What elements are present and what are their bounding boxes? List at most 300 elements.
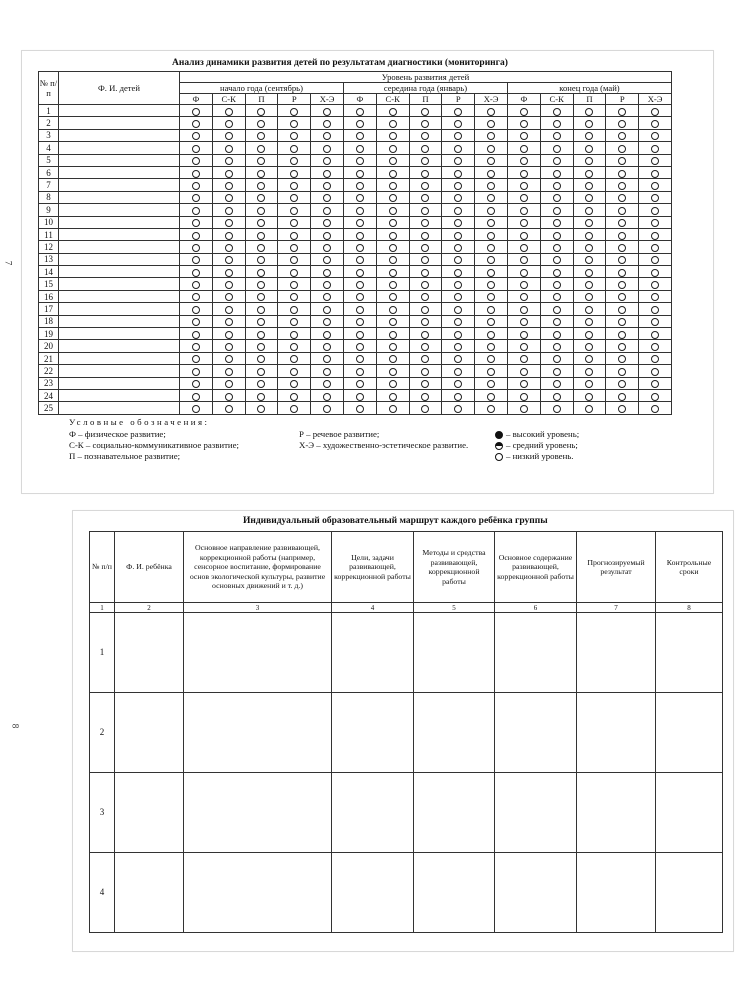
level-cell[interactable] xyxy=(606,142,639,154)
level-cell[interactable] xyxy=(212,352,245,364)
level-cell[interactable] xyxy=(639,166,672,178)
level-cell[interactable] xyxy=(573,216,606,228)
level-cell[interactable] xyxy=(507,303,540,315)
level-cell[interactable] xyxy=(409,166,442,178)
level-cell[interactable] xyxy=(278,191,311,203)
level-cell[interactable] xyxy=(442,191,475,203)
level-cell[interactable] xyxy=(507,278,540,290)
level-cell[interactable] xyxy=(475,117,508,129)
level-cell[interactable] xyxy=(376,278,409,290)
level-cell[interactable] xyxy=(311,117,344,129)
child-name-cell[interactable] xyxy=(59,191,180,203)
level-cell[interactable] xyxy=(442,290,475,302)
level-cell[interactable] xyxy=(475,166,508,178)
level-cell[interactable] xyxy=(278,303,311,315)
level-cell[interactable] xyxy=(311,303,344,315)
level-cell[interactable] xyxy=(180,117,213,129)
level-cell[interactable] xyxy=(180,241,213,253)
level-cell[interactable] xyxy=(376,191,409,203)
entry-cell[interactable] xyxy=(656,853,723,933)
level-cell[interactable] xyxy=(573,303,606,315)
level-cell[interactable] xyxy=(376,315,409,327)
entry-cell[interactable] xyxy=(495,613,577,693)
entry-cell[interactable] xyxy=(577,693,656,773)
level-cell[interactable] xyxy=(507,216,540,228)
child-name-cell[interactable] xyxy=(59,204,180,216)
level-cell[interactable] xyxy=(639,278,672,290)
level-cell[interactable] xyxy=(245,266,278,278)
level-cell[interactable] xyxy=(278,241,311,253)
entry-cell[interactable] xyxy=(414,693,495,773)
level-cell[interactable] xyxy=(442,228,475,240)
level-cell[interactable] xyxy=(278,216,311,228)
level-cell[interactable] xyxy=(540,228,573,240)
level-cell[interactable] xyxy=(442,315,475,327)
entry-cell[interactable] xyxy=(656,773,723,853)
level-cell[interactable] xyxy=(606,278,639,290)
level-cell[interactable] xyxy=(639,303,672,315)
level-cell[interactable] xyxy=(245,290,278,302)
entry-cell[interactable] xyxy=(115,613,184,693)
level-cell[interactable] xyxy=(212,303,245,315)
level-cell[interactable] xyxy=(507,228,540,240)
level-cell[interactable] xyxy=(507,402,540,414)
level-cell[interactable] xyxy=(573,377,606,389)
level-cell[interactable] xyxy=(409,377,442,389)
level-cell[interactable] xyxy=(343,303,376,315)
level-cell[interactable] xyxy=(409,129,442,141)
level-cell[interactable] xyxy=(180,266,213,278)
level-cell[interactable] xyxy=(573,278,606,290)
entry-cell[interactable] xyxy=(184,773,332,853)
level-cell[interactable] xyxy=(540,328,573,340)
level-cell[interactable] xyxy=(376,377,409,389)
level-cell[interactable] xyxy=(540,290,573,302)
level-cell[interactable] xyxy=(573,154,606,166)
level-cell[interactable] xyxy=(311,278,344,290)
level-cell[interactable] xyxy=(278,204,311,216)
level-cell[interactable] xyxy=(475,266,508,278)
level-cell[interactable] xyxy=(442,389,475,401)
entry-cell[interactable] xyxy=(184,693,332,773)
level-cell[interactable] xyxy=(311,142,344,154)
level-cell[interactable] xyxy=(409,315,442,327)
level-cell[interactable] xyxy=(311,241,344,253)
entry-cell[interactable] xyxy=(414,613,495,693)
child-name-cell[interactable] xyxy=(59,365,180,377)
level-cell[interactable] xyxy=(180,228,213,240)
level-cell[interactable] xyxy=(278,117,311,129)
level-cell[interactable] xyxy=(639,241,672,253)
entry-cell[interactable] xyxy=(115,853,184,933)
level-cell[interactable] xyxy=(212,290,245,302)
level-cell[interactable] xyxy=(475,142,508,154)
level-cell[interactable] xyxy=(573,266,606,278)
entry-cell[interactable] xyxy=(115,773,184,853)
level-cell[interactable] xyxy=(311,154,344,166)
level-cell[interactable] xyxy=(442,154,475,166)
level-cell[interactable] xyxy=(245,402,278,414)
level-cell[interactable] xyxy=(507,253,540,265)
level-cell[interactable] xyxy=(573,315,606,327)
level-cell[interactable] xyxy=(573,191,606,203)
level-cell[interactable] xyxy=(475,402,508,414)
level-cell[interactable] xyxy=(606,377,639,389)
level-cell[interactable] xyxy=(442,278,475,290)
entry-cell[interactable] xyxy=(577,613,656,693)
child-name-cell[interactable] xyxy=(59,129,180,141)
level-cell[interactable] xyxy=(639,389,672,401)
level-cell[interactable] xyxy=(639,365,672,377)
level-cell[interactable] xyxy=(409,389,442,401)
level-cell[interactable] xyxy=(573,228,606,240)
level-cell[interactable] xyxy=(475,179,508,191)
level-cell[interactable] xyxy=(278,166,311,178)
level-cell[interactable] xyxy=(245,117,278,129)
level-cell[interactable] xyxy=(475,340,508,352)
level-cell[interactable] xyxy=(606,129,639,141)
level-cell[interactable] xyxy=(343,352,376,364)
level-cell[interactable] xyxy=(212,216,245,228)
level-cell[interactable] xyxy=(606,105,639,117)
level-cell[interactable] xyxy=(278,228,311,240)
child-name-cell[interactable] xyxy=(59,290,180,302)
level-cell[interactable] xyxy=(475,253,508,265)
child-name-cell[interactable] xyxy=(59,228,180,240)
level-cell[interactable] xyxy=(311,253,344,265)
level-cell[interactable] xyxy=(311,216,344,228)
entry-cell[interactable] xyxy=(414,773,495,853)
level-cell[interactable] xyxy=(540,117,573,129)
level-cell[interactable] xyxy=(475,389,508,401)
level-cell[interactable] xyxy=(475,315,508,327)
level-cell[interactable] xyxy=(442,166,475,178)
level-cell[interactable] xyxy=(212,142,245,154)
level-cell[interactable] xyxy=(343,204,376,216)
level-cell[interactable] xyxy=(409,340,442,352)
level-cell[interactable] xyxy=(376,389,409,401)
level-cell[interactable] xyxy=(442,241,475,253)
level-cell[interactable] xyxy=(245,142,278,154)
level-cell[interactable] xyxy=(180,290,213,302)
child-name-cell[interactable] xyxy=(59,278,180,290)
level-cell[interactable] xyxy=(507,352,540,364)
child-name-cell[interactable] xyxy=(59,241,180,253)
level-cell[interactable] xyxy=(540,389,573,401)
level-cell[interactable] xyxy=(278,365,311,377)
level-cell[interactable] xyxy=(245,241,278,253)
child-name-cell[interactable] xyxy=(59,389,180,401)
level-cell[interactable] xyxy=(180,166,213,178)
level-cell[interactable] xyxy=(442,340,475,352)
level-cell[interactable] xyxy=(180,365,213,377)
level-cell[interactable] xyxy=(343,129,376,141)
entry-cell[interactable] xyxy=(577,853,656,933)
entry-cell[interactable] xyxy=(495,853,577,933)
level-cell[interactable] xyxy=(639,179,672,191)
level-cell[interactable] xyxy=(475,154,508,166)
level-cell[interactable] xyxy=(639,402,672,414)
entry-cell[interactable] xyxy=(495,693,577,773)
level-cell[interactable] xyxy=(442,129,475,141)
level-cell[interactable] xyxy=(507,328,540,340)
level-cell[interactable] xyxy=(343,402,376,414)
level-cell[interactable] xyxy=(507,191,540,203)
level-cell[interactable] xyxy=(540,216,573,228)
level-cell[interactable] xyxy=(409,352,442,364)
level-cell[interactable] xyxy=(639,328,672,340)
level-cell[interactable] xyxy=(639,154,672,166)
level-cell[interactable] xyxy=(212,204,245,216)
level-cell[interactable] xyxy=(606,266,639,278)
level-cell[interactable] xyxy=(212,328,245,340)
child-name-cell[interactable] xyxy=(59,352,180,364)
level-cell[interactable] xyxy=(639,142,672,154)
level-cell[interactable] xyxy=(245,204,278,216)
level-cell[interactable] xyxy=(540,315,573,327)
level-cell[interactable] xyxy=(475,278,508,290)
level-cell[interactable] xyxy=(639,228,672,240)
level-cell[interactable] xyxy=(540,105,573,117)
level-cell[interactable] xyxy=(212,365,245,377)
level-cell[interactable] xyxy=(606,228,639,240)
level-cell[interactable] xyxy=(442,352,475,364)
level-cell[interactable] xyxy=(507,340,540,352)
level-cell[interactable] xyxy=(343,228,376,240)
level-cell[interactable] xyxy=(573,117,606,129)
level-cell[interactable] xyxy=(212,129,245,141)
level-cell[interactable] xyxy=(245,328,278,340)
level-cell[interactable] xyxy=(343,315,376,327)
level-cell[interactable] xyxy=(212,315,245,327)
level-cell[interactable] xyxy=(343,365,376,377)
level-cell[interactable] xyxy=(212,377,245,389)
level-cell[interactable] xyxy=(442,402,475,414)
level-cell[interactable] xyxy=(245,365,278,377)
level-cell[interactable] xyxy=(442,142,475,154)
level-cell[interactable] xyxy=(311,191,344,203)
level-cell[interactable] xyxy=(212,179,245,191)
level-cell[interactable] xyxy=(343,241,376,253)
level-cell[interactable] xyxy=(409,117,442,129)
level-cell[interactable] xyxy=(343,179,376,191)
child-name-cell[interactable] xyxy=(59,105,180,117)
level-cell[interactable] xyxy=(343,253,376,265)
entry-cell[interactable] xyxy=(656,613,723,693)
level-cell[interactable] xyxy=(409,191,442,203)
level-cell[interactable] xyxy=(376,204,409,216)
child-name-cell[interactable] xyxy=(59,179,180,191)
level-cell[interactable] xyxy=(180,352,213,364)
level-cell[interactable] xyxy=(442,253,475,265)
level-cell[interactable] xyxy=(540,278,573,290)
level-cell[interactable] xyxy=(245,303,278,315)
entry-cell[interactable] xyxy=(656,693,723,773)
level-cell[interactable] xyxy=(442,204,475,216)
level-cell[interactable] xyxy=(245,105,278,117)
level-cell[interactable] xyxy=(606,402,639,414)
level-cell[interactable] xyxy=(278,129,311,141)
level-cell[interactable] xyxy=(606,352,639,364)
level-cell[interactable] xyxy=(507,241,540,253)
level-cell[interactable] xyxy=(409,216,442,228)
level-cell[interactable] xyxy=(573,142,606,154)
level-cell[interactable] xyxy=(639,340,672,352)
child-name-cell[interactable] xyxy=(59,303,180,315)
level-cell[interactable] xyxy=(475,377,508,389)
level-cell[interactable] xyxy=(606,166,639,178)
level-cell[interactable] xyxy=(507,266,540,278)
entry-cell[interactable] xyxy=(332,613,414,693)
level-cell[interactable] xyxy=(278,340,311,352)
level-cell[interactable] xyxy=(311,328,344,340)
level-cell[interactable] xyxy=(606,204,639,216)
level-cell[interactable] xyxy=(442,328,475,340)
level-cell[interactable] xyxy=(311,105,344,117)
child-name-cell[interactable] xyxy=(59,117,180,129)
level-cell[interactable] xyxy=(409,241,442,253)
entry-cell[interactable] xyxy=(184,613,332,693)
level-cell[interactable] xyxy=(507,129,540,141)
entry-cell[interactable] xyxy=(184,853,332,933)
level-cell[interactable] xyxy=(573,179,606,191)
level-cell[interactable] xyxy=(212,389,245,401)
level-cell[interactable] xyxy=(376,142,409,154)
child-name-cell[interactable] xyxy=(59,340,180,352)
level-cell[interactable] xyxy=(409,253,442,265)
level-cell[interactable] xyxy=(573,402,606,414)
level-cell[interactable] xyxy=(245,253,278,265)
level-cell[interactable] xyxy=(278,278,311,290)
level-cell[interactable] xyxy=(639,105,672,117)
level-cell[interactable] xyxy=(442,365,475,377)
level-cell[interactable] xyxy=(245,166,278,178)
level-cell[interactable] xyxy=(212,402,245,414)
level-cell[interactable] xyxy=(442,105,475,117)
level-cell[interactable] xyxy=(540,142,573,154)
level-cell[interactable] xyxy=(278,253,311,265)
level-cell[interactable] xyxy=(343,166,376,178)
level-cell[interactable] xyxy=(278,315,311,327)
level-cell[interactable] xyxy=(409,278,442,290)
level-cell[interactable] xyxy=(606,389,639,401)
level-cell[interactable] xyxy=(311,402,344,414)
level-cell[interactable] xyxy=(442,117,475,129)
level-cell[interactable] xyxy=(245,154,278,166)
level-cell[interactable] xyxy=(606,290,639,302)
level-cell[interactable] xyxy=(278,328,311,340)
level-cell[interactable] xyxy=(475,290,508,302)
level-cell[interactable] xyxy=(442,303,475,315)
level-cell[interactable] xyxy=(475,204,508,216)
level-cell[interactable] xyxy=(311,228,344,240)
level-cell[interactable] xyxy=(507,315,540,327)
child-name-cell[interactable] xyxy=(59,253,180,265)
level-cell[interactable] xyxy=(180,402,213,414)
level-cell[interactable] xyxy=(606,340,639,352)
level-cell[interactable] xyxy=(212,253,245,265)
level-cell[interactable] xyxy=(180,315,213,327)
level-cell[interactable] xyxy=(475,129,508,141)
level-cell[interactable] xyxy=(540,191,573,203)
level-cell[interactable] xyxy=(376,290,409,302)
entry-cell[interactable] xyxy=(332,853,414,933)
level-cell[interactable] xyxy=(311,377,344,389)
level-cell[interactable] xyxy=(442,179,475,191)
level-cell[interactable] xyxy=(376,228,409,240)
level-cell[interactable] xyxy=(245,352,278,364)
level-cell[interactable] xyxy=(376,105,409,117)
level-cell[interactable] xyxy=(180,191,213,203)
child-name-cell[interactable] xyxy=(59,315,180,327)
level-cell[interactable] xyxy=(245,216,278,228)
level-cell[interactable] xyxy=(606,303,639,315)
level-cell[interactable] xyxy=(442,216,475,228)
level-cell[interactable] xyxy=(475,352,508,364)
level-cell[interactable] xyxy=(376,216,409,228)
level-cell[interactable] xyxy=(278,154,311,166)
level-cell[interactable] xyxy=(639,315,672,327)
level-cell[interactable] xyxy=(212,278,245,290)
level-cell[interactable] xyxy=(540,303,573,315)
level-cell[interactable] xyxy=(606,191,639,203)
level-cell[interactable] xyxy=(540,154,573,166)
level-cell[interactable] xyxy=(573,105,606,117)
level-cell[interactable] xyxy=(278,352,311,364)
level-cell[interactable] xyxy=(343,266,376,278)
level-cell[interactable] xyxy=(409,303,442,315)
level-cell[interactable] xyxy=(475,105,508,117)
child-name-cell[interactable] xyxy=(59,402,180,414)
level-cell[interactable] xyxy=(212,105,245,117)
level-cell[interactable] xyxy=(573,253,606,265)
level-cell[interactable] xyxy=(475,365,508,377)
child-name-cell[interactable] xyxy=(59,154,180,166)
level-cell[interactable] xyxy=(278,142,311,154)
level-cell[interactable] xyxy=(343,389,376,401)
level-cell[interactable] xyxy=(245,389,278,401)
level-cell[interactable] xyxy=(639,117,672,129)
level-cell[interactable] xyxy=(573,241,606,253)
entry-cell[interactable] xyxy=(577,773,656,853)
level-cell[interactable] xyxy=(573,328,606,340)
level-cell[interactable] xyxy=(376,154,409,166)
level-cell[interactable] xyxy=(442,377,475,389)
level-cell[interactable] xyxy=(376,266,409,278)
level-cell[interactable] xyxy=(180,253,213,265)
level-cell[interactable] xyxy=(540,352,573,364)
level-cell[interactable] xyxy=(376,179,409,191)
level-cell[interactable] xyxy=(573,204,606,216)
level-cell[interactable] xyxy=(606,241,639,253)
level-cell[interactable] xyxy=(343,290,376,302)
level-cell[interactable] xyxy=(573,290,606,302)
level-cell[interactable] xyxy=(212,340,245,352)
level-cell[interactable] xyxy=(409,179,442,191)
entry-cell[interactable] xyxy=(414,853,495,933)
level-cell[interactable] xyxy=(409,105,442,117)
level-cell[interactable] xyxy=(245,377,278,389)
level-cell[interactable] xyxy=(180,377,213,389)
level-cell[interactable] xyxy=(507,204,540,216)
level-cell[interactable] xyxy=(180,142,213,154)
level-cell[interactable] xyxy=(278,105,311,117)
level-cell[interactable] xyxy=(540,166,573,178)
level-cell[interactable] xyxy=(573,129,606,141)
level-cell[interactable] xyxy=(212,191,245,203)
level-cell[interactable] xyxy=(540,266,573,278)
level-cell[interactable] xyxy=(180,328,213,340)
